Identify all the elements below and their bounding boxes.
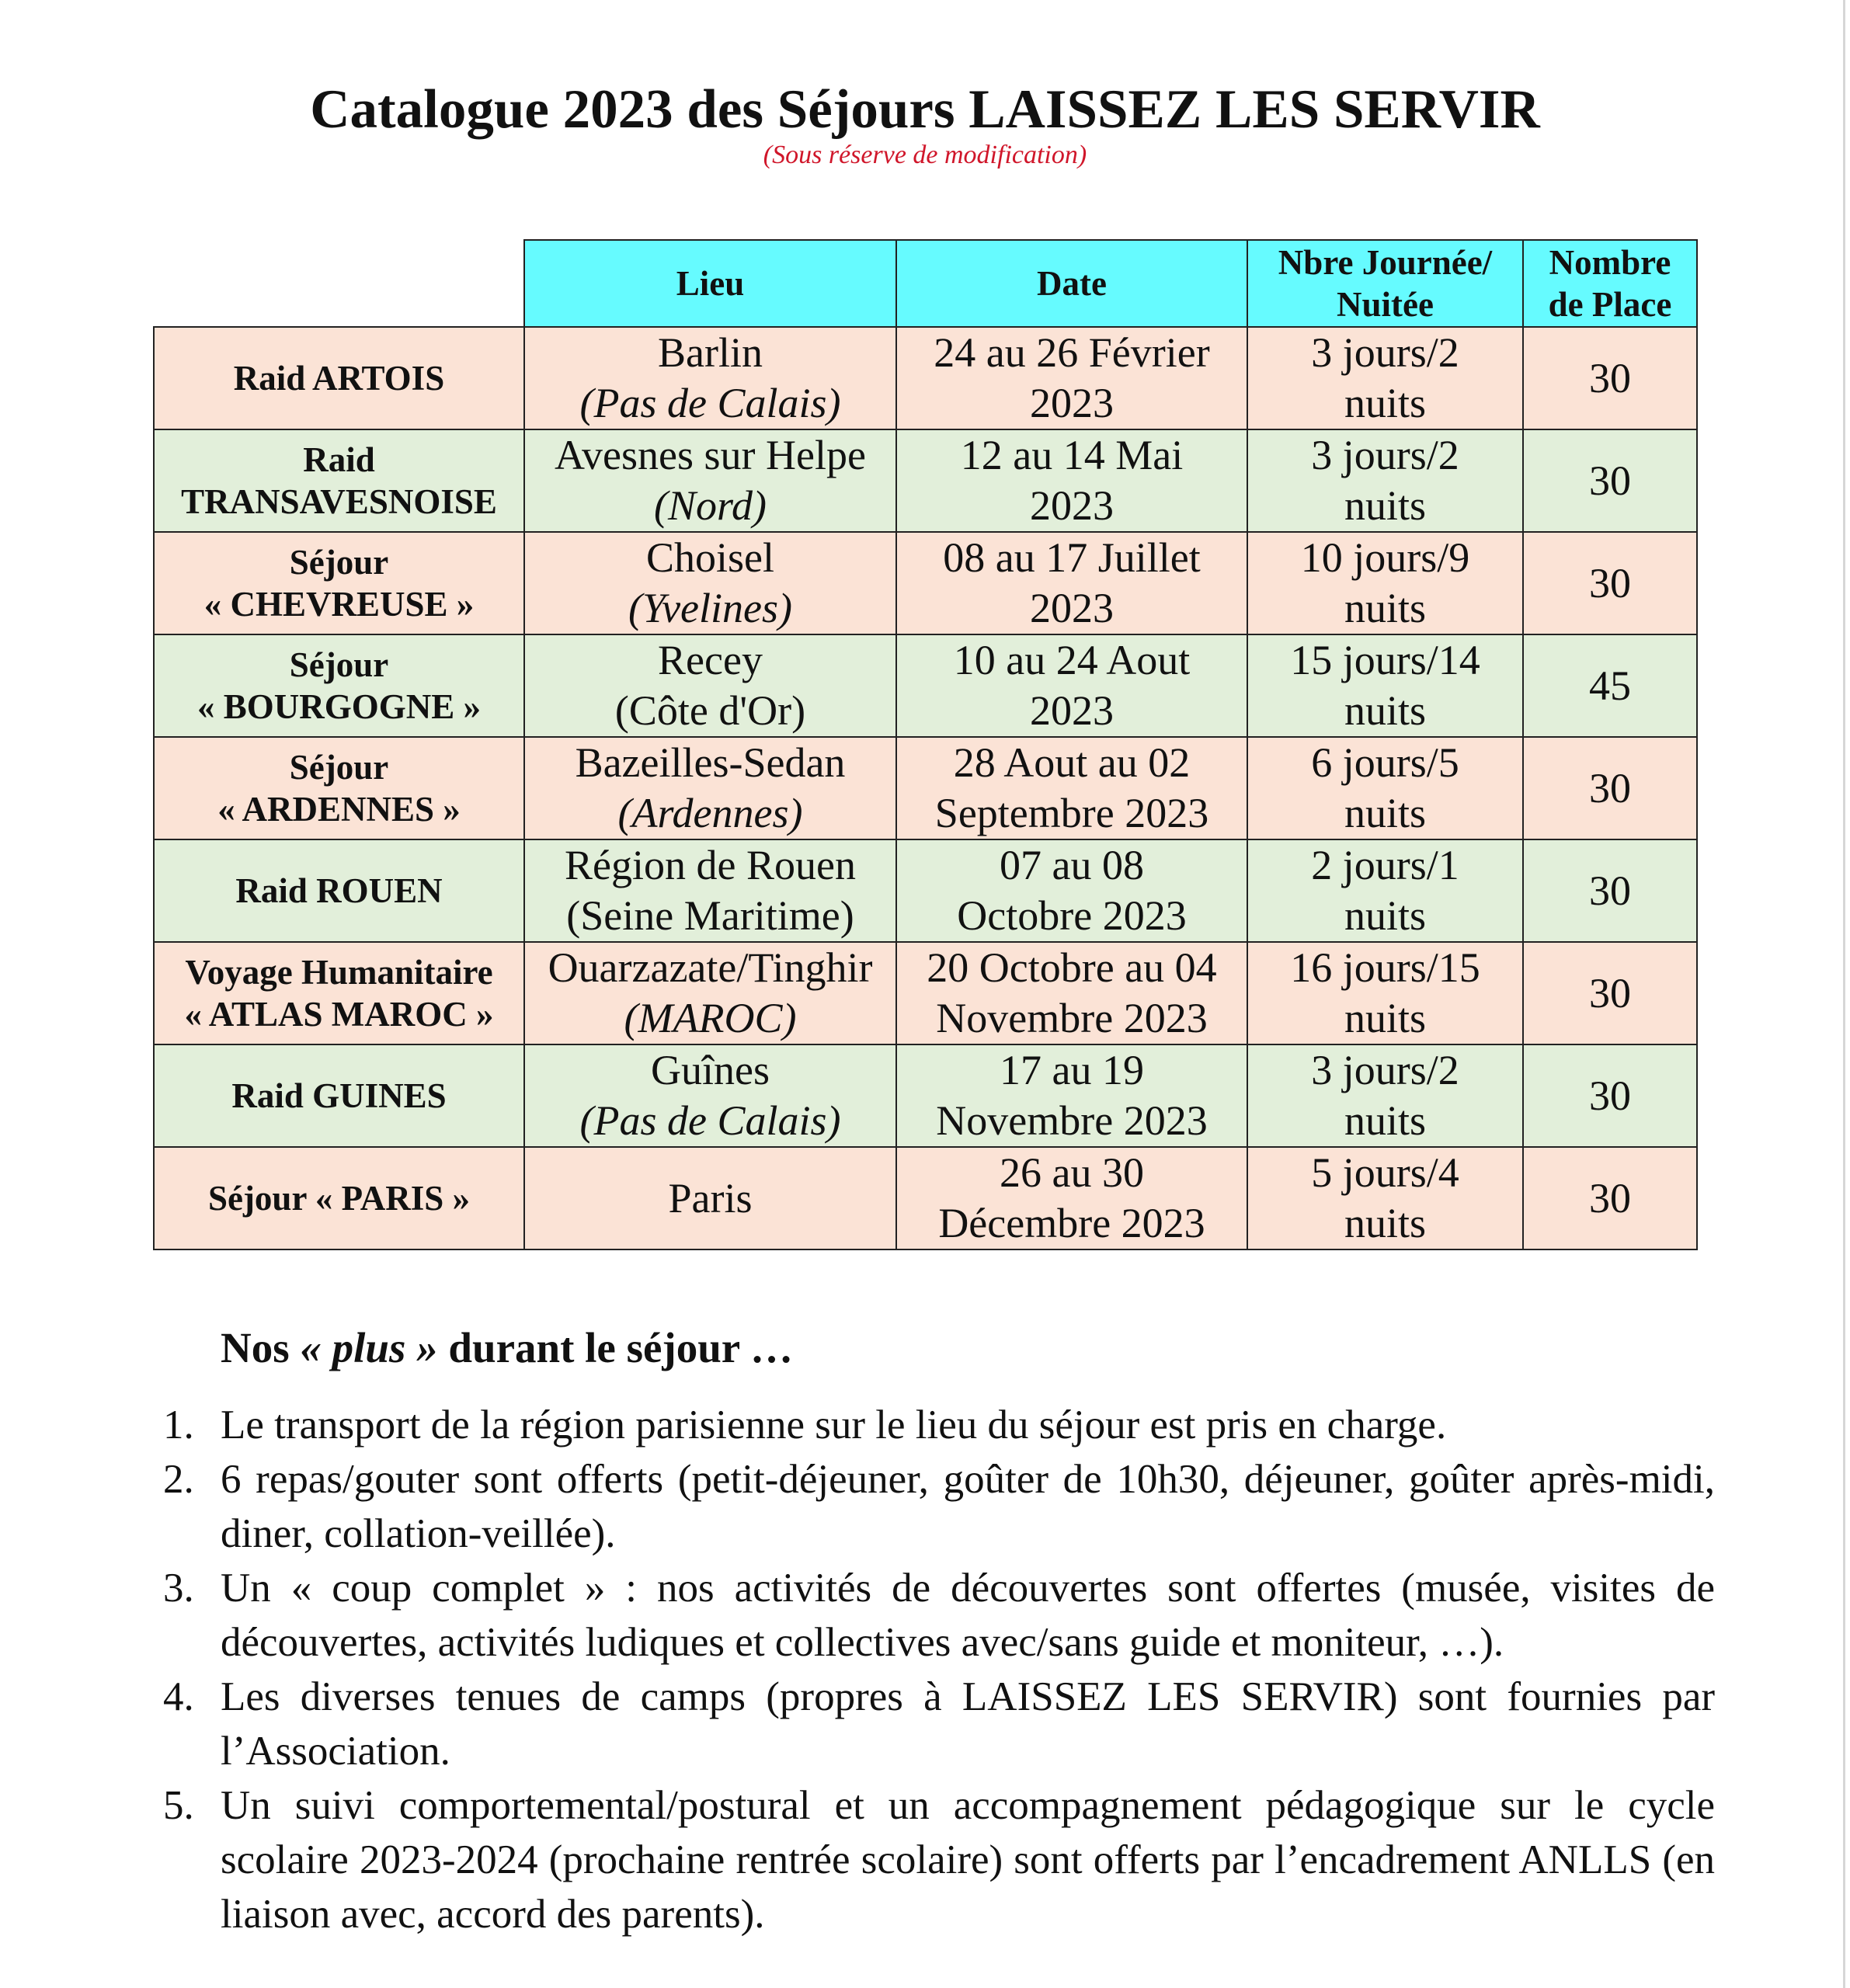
lieu-cell-line: Paris bbox=[668, 1174, 753, 1222]
lieu-cell bbox=[524, 634, 896, 737]
sejour-name-cell bbox=[154, 532, 524, 634]
places-cell-line: 30 bbox=[1589, 457, 1631, 504]
date-cell-line: 26 au 30 bbox=[1000, 1149, 1144, 1196]
sejour-name-cell-line: « BOURGOGNE » bbox=[196, 687, 482, 726]
date-cell-line: Novembre 2023 bbox=[936, 1097, 1208, 1144]
list-item-text: Les diverses tenues de camps (propres à LAISSEZ LES SERVIR) sont fournies par l’Association. bbox=[221, 1674, 1715, 1774]
places-cell-line: 30 bbox=[1589, 969, 1631, 1017]
places-cell-line: 30 bbox=[1589, 559, 1631, 606]
duree-cell-line: 10 jours/9 bbox=[1300, 534, 1470, 581]
date-cell-line: 28 Aout au 02 bbox=[953, 739, 1191, 786]
places-cell bbox=[1523, 634, 1697, 737]
lieu-cell-line: (Ardennes) bbox=[617, 790, 803, 836]
list-item bbox=[152, 1398, 1715, 1452]
lieu-cell-line: (MAROC) bbox=[624, 995, 797, 1041]
places-cell bbox=[1523, 839, 1697, 942]
table-header-empty bbox=[154, 240, 524, 327]
sejour-name-cell-line: « CHEVREUSE » bbox=[203, 585, 475, 624]
table-row bbox=[154, 532, 1697, 634]
sejour-name-cell-line: Raid GUINES bbox=[231, 1076, 447, 1115]
places-cell-line: 30 bbox=[1589, 867, 1631, 914]
sejour-name-cell bbox=[154, 429, 524, 532]
list-item-number: 4. bbox=[163, 1674, 194, 1719]
duree-cell bbox=[1247, 1147, 1523, 1249]
date-cell-line: 2023 bbox=[1030, 380, 1114, 426]
lieu-cell-line: Avesnes sur Helpe bbox=[555, 432, 866, 478]
table-row bbox=[154, 1147, 1697, 1249]
benefits-list bbox=[152, 1398, 1715, 1941]
sejour-name-cell-line: TRANSAVESNOISE bbox=[181, 482, 497, 521]
duree-cell bbox=[1247, 532, 1523, 634]
duree-cell-line: 16 jours/15 bbox=[1290, 944, 1480, 991]
header-duree-line1: Nbre Journée/ bbox=[1278, 243, 1493, 282]
sejour-name-cell-line: Séjour « PARIS » bbox=[207, 1179, 471, 1218]
table-row bbox=[154, 634, 1697, 737]
header-date: Date bbox=[896, 240, 1247, 327]
date-cell bbox=[896, 737, 1247, 839]
lieu-cell-line: (Côte d'Or) bbox=[614, 687, 806, 734]
list-item-number: 5. bbox=[163, 1783, 194, 1828]
header-duree-line2: Nuitée bbox=[1337, 285, 1434, 324]
list-item-number: 3. bbox=[163, 1566, 194, 1611]
list-item-text: Un suivi comportemental/postural et un accompagnement pédagogique sur le cycle scolaire 2023-2024 (prochaine rentrée scolaire) sont offerts par l’encadrement ANLLS (en liaison avec, accord des parents). bbox=[221, 1783, 1715, 1937]
date-cell-line: Décembre 2023 bbox=[938, 1200, 1205, 1246]
duree-cell bbox=[1247, 429, 1523, 532]
lieu-cell-line: (Pas de Calais) bbox=[579, 380, 841, 426]
table-row bbox=[154, 839, 1697, 942]
duree-cell-line: 15 jours/14 bbox=[1290, 637, 1480, 683]
lieu-cell-line: (Nord) bbox=[654, 482, 767, 529]
duree-cell bbox=[1247, 737, 1523, 839]
lieu-cell bbox=[524, 737, 896, 839]
sejour-name-cell-line: Voyage Humanitaire bbox=[185, 953, 493, 992]
duree-cell bbox=[1247, 327, 1523, 429]
sejour-name-cell bbox=[154, 1147, 524, 1249]
date-cell-line: 2023 bbox=[1030, 585, 1114, 631]
places-cell-line: 30 bbox=[1589, 1072, 1631, 1119]
page-title: Catalogue 2023 des Séjours LAISSEZ LES SERVIR bbox=[310, 79, 1540, 140]
plus-heading bbox=[221, 1317, 793, 1379]
sejour-name-cell bbox=[154, 942, 524, 1044]
date-cell bbox=[896, 634, 1247, 737]
list-item bbox=[152, 1778, 1715, 1941]
places-cell bbox=[1523, 429, 1697, 532]
sejour-name-cell-line: Séjour bbox=[289, 748, 389, 787]
lieu-cell bbox=[524, 839, 896, 942]
lieu-cell-line: Bazeilles-Sedan bbox=[575, 739, 846, 786]
date-cell bbox=[896, 429, 1247, 532]
list-item-text: Le transport de la région parisienne sur le lieu du séjour est pris en charge. bbox=[221, 1402, 1447, 1448]
places-cell bbox=[1523, 532, 1697, 634]
header-places-line1: Nombre bbox=[1549, 243, 1671, 282]
lieu-cell-line: (Yvelines) bbox=[628, 585, 792, 631]
table-row bbox=[154, 737, 1697, 839]
sejour-name-cell-line: Raid bbox=[303, 440, 375, 479]
lieu-cell-line: Choisel bbox=[645, 534, 774, 581]
lieu-cell bbox=[524, 1044, 896, 1147]
lieu-cell-line: Ouarzazate/Tinghir bbox=[548, 944, 873, 991]
lieu-cell bbox=[524, 429, 896, 532]
date-cell-line: 2023 bbox=[1030, 687, 1114, 734]
duree-cell-line: nuits bbox=[1344, 1097, 1427, 1144]
table-row bbox=[154, 942, 1697, 1044]
lieu-cell-line: Région de Rouen bbox=[565, 842, 856, 888]
sejour-name-cell bbox=[154, 737, 524, 839]
lieu-cell bbox=[524, 327, 896, 429]
catalog-table bbox=[153, 239, 1698, 1250]
duree-cell-line: nuits bbox=[1344, 1200, 1427, 1246]
lieu-cell bbox=[524, 942, 896, 1044]
places-cell-line: 30 bbox=[1589, 354, 1631, 401]
places-cell-line: 30 bbox=[1589, 1174, 1631, 1222]
date-cell-line: 20 Octobre au 04 bbox=[927, 944, 1217, 991]
list-item bbox=[152, 1452, 1715, 1561]
table-row bbox=[154, 429, 1697, 532]
list-item-number: 2. bbox=[163, 1457, 194, 1502]
places-cell bbox=[1523, 942, 1697, 1044]
sejour-name-cell-line: Séjour bbox=[289, 645, 389, 684]
list-item-text: 6 repas/gouter sont offerts (petit-déjeuner, goûter de 10h30, déjeuner, goûter après-midi, diner, collation-veillée). bbox=[221, 1457, 1715, 1556]
list-item bbox=[152, 1561, 1715, 1670]
sejour-name-cell-line: « ATLAS MAROC » bbox=[184, 995, 494, 1034]
duree-cell-line: nuits bbox=[1344, 380, 1427, 426]
date-cell-line: 08 au 17 Juillet bbox=[943, 534, 1201, 581]
table-row bbox=[154, 1044, 1697, 1147]
date-cell-line: Novembre 2023 bbox=[936, 995, 1208, 1041]
page-subtitle: (Sous réserve de modification) bbox=[763, 141, 1087, 169]
sejour-name-cell bbox=[154, 634, 524, 737]
list-item bbox=[152, 1670, 1715, 1778]
header-duree bbox=[1247, 240, 1523, 327]
date-cell-line: 24 au 26 Février bbox=[934, 329, 1210, 376]
date-cell-line: 07 au 08 bbox=[1000, 842, 1144, 888]
duree-cell-line: 5 jours/4 bbox=[1311, 1149, 1459, 1196]
page-edge-shadow bbox=[1843, 0, 1845, 1988]
duree-cell bbox=[1247, 634, 1523, 737]
header-places-line2: de Place bbox=[1548, 285, 1672, 324]
duree-cell-line: 6 jours/5 bbox=[1311, 739, 1459, 786]
lieu-cell-line: Recey bbox=[658, 637, 763, 683]
header-lieu: Lieu bbox=[524, 240, 896, 327]
lieu-cell bbox=[524, 1147, 896, 1249]
sejour-name-cell-line: Raid ARTOIS bbox=[233, 359, 445, 398]
places-cell bbox=[1523, 737, 1697, 839]
list-item-number: 1. bbox=[163, 1402, 194, 1448]
sejour-name-cell bbox=[154, 1044, 524, 1147]
date-cell bbox=[896, 1044, 1247, 1147]
sejour-name-cell bbox=[154, 327, 524, 429]
sejour-name-cell bbox=[154, 839, 524, 942]
places-cell-line: 30 bbox=[1589, 764, 1631, 812]
date-cell-line: 2023 bbox=[1030, 482, 1114, 529]
lieu-cell-line: (Pas de Calais) bbox=[579, 1097, 841, 1144]
places-cell bbox=[1523, 327, 1697, 429]
duree-cell bbox=[1247, 839, 1523, 942]
duree-cell-line: nuits bbox=[1344, 892, 1427, 939]
duree-cell bbox=[1247, 1044, 1523, 1147]
date-cell bbox=[896, 1147, 1247, 1249]
places-cell bbox=[1523, 1147, 1697, 1249]
duree-cell-line: nuits bbox=[1344, 585, 1427, 631]
lieu-cell bbox=[524, 532, 896, 634]
date-cell-line: 12 au 14 Mai bbox=[960, 432, 1184, 478]
places-cell-line: 45 bbox=[1589, 662, 1631, 709]
date-cell-line: 10 au 24 Aout bbox=[953, 637, 1191, 683]
date-cell-line: 17 au 19 bbox=[1000, 1047, 1144, 1093]
duree-cell-line: 3 jours/2 bbox=[1311, 329, 1459, 376]
plus-heading-before: Nos bbox=[221, 1324, 301, 1371]
date-cell bbox=[896, 327, 1247, 429]
header-places bbox=[1523, 240, 1697, 327]
table-header-row bbox=[154, 240, 1697, 327]
plus-heading-word: « plus » bbox=[300, 1324, 438, 1371]
duree-cell-line: nuits bbox=[1344, 790, 1427, 836]
duree-cell-line: 3 jours/2 bbox=[1311, 1047, 1459, 1093]
date-cell-line: Septembre 2023 bbox=[934, 790, 1209, 836]
date-cell bbox=[896, 942, 1247, 1044]
duree-cell-line: nuits bbox=[1344, 482, 1427, 529]
duree-cell bbox=[1247, 942, 1523, 1044]
sejour-name-cell-line: Séjour bbox=[289, 543, 389, 582]
duree-cell-line: nuits bbox=[1344, 687, 1427, 734]
date-cell-line: Octobre 2023 bbox=[957, 892, 1187, 939]
sejour-name-cell-line: Raid ROUEN bbox=[235, 871, 443, 910]
plus-heading-after: durant le séjour … bbox=[437, 1324, 793, 1371]
duree-cell-line: nuits bbox=[1344, 995, 1427, 1041]
list-item-text: Un « coup complet » : nos activités de découvertes sont offertes (musée, visites de découvertes, activités ludiques et collectives avec/sans guide et moniteur, …). bbox=[221, 1566, 1715, 1665]
duree-cell-line: 3 jours/2 bbox=[1311, 432, 1459, 478]
places-cell bbox=[1523, 1044, 1697, 1147]
date-cell bbox=[896, 839, 1247, 942]
table-row bbox=[154, 327, 1697, 429]
lieu-cell-line: (Seine Maritime) bbox=[566, 892, 854, 939]
sejour-name-cell-line: « ARDENNES » bbox=[217, 790, 461, 829]
lieu-cell-line: Barlin bbox=[658, 329, 763, 376]
date-cell bbox=[896, 532, 1247, 634]
lieu-cell-line: Guînes bbox=[651, 1047, 770, 1093]
duree-cell-line: 2 jours/1 bbox=[1311, 842, 1459, 888]
